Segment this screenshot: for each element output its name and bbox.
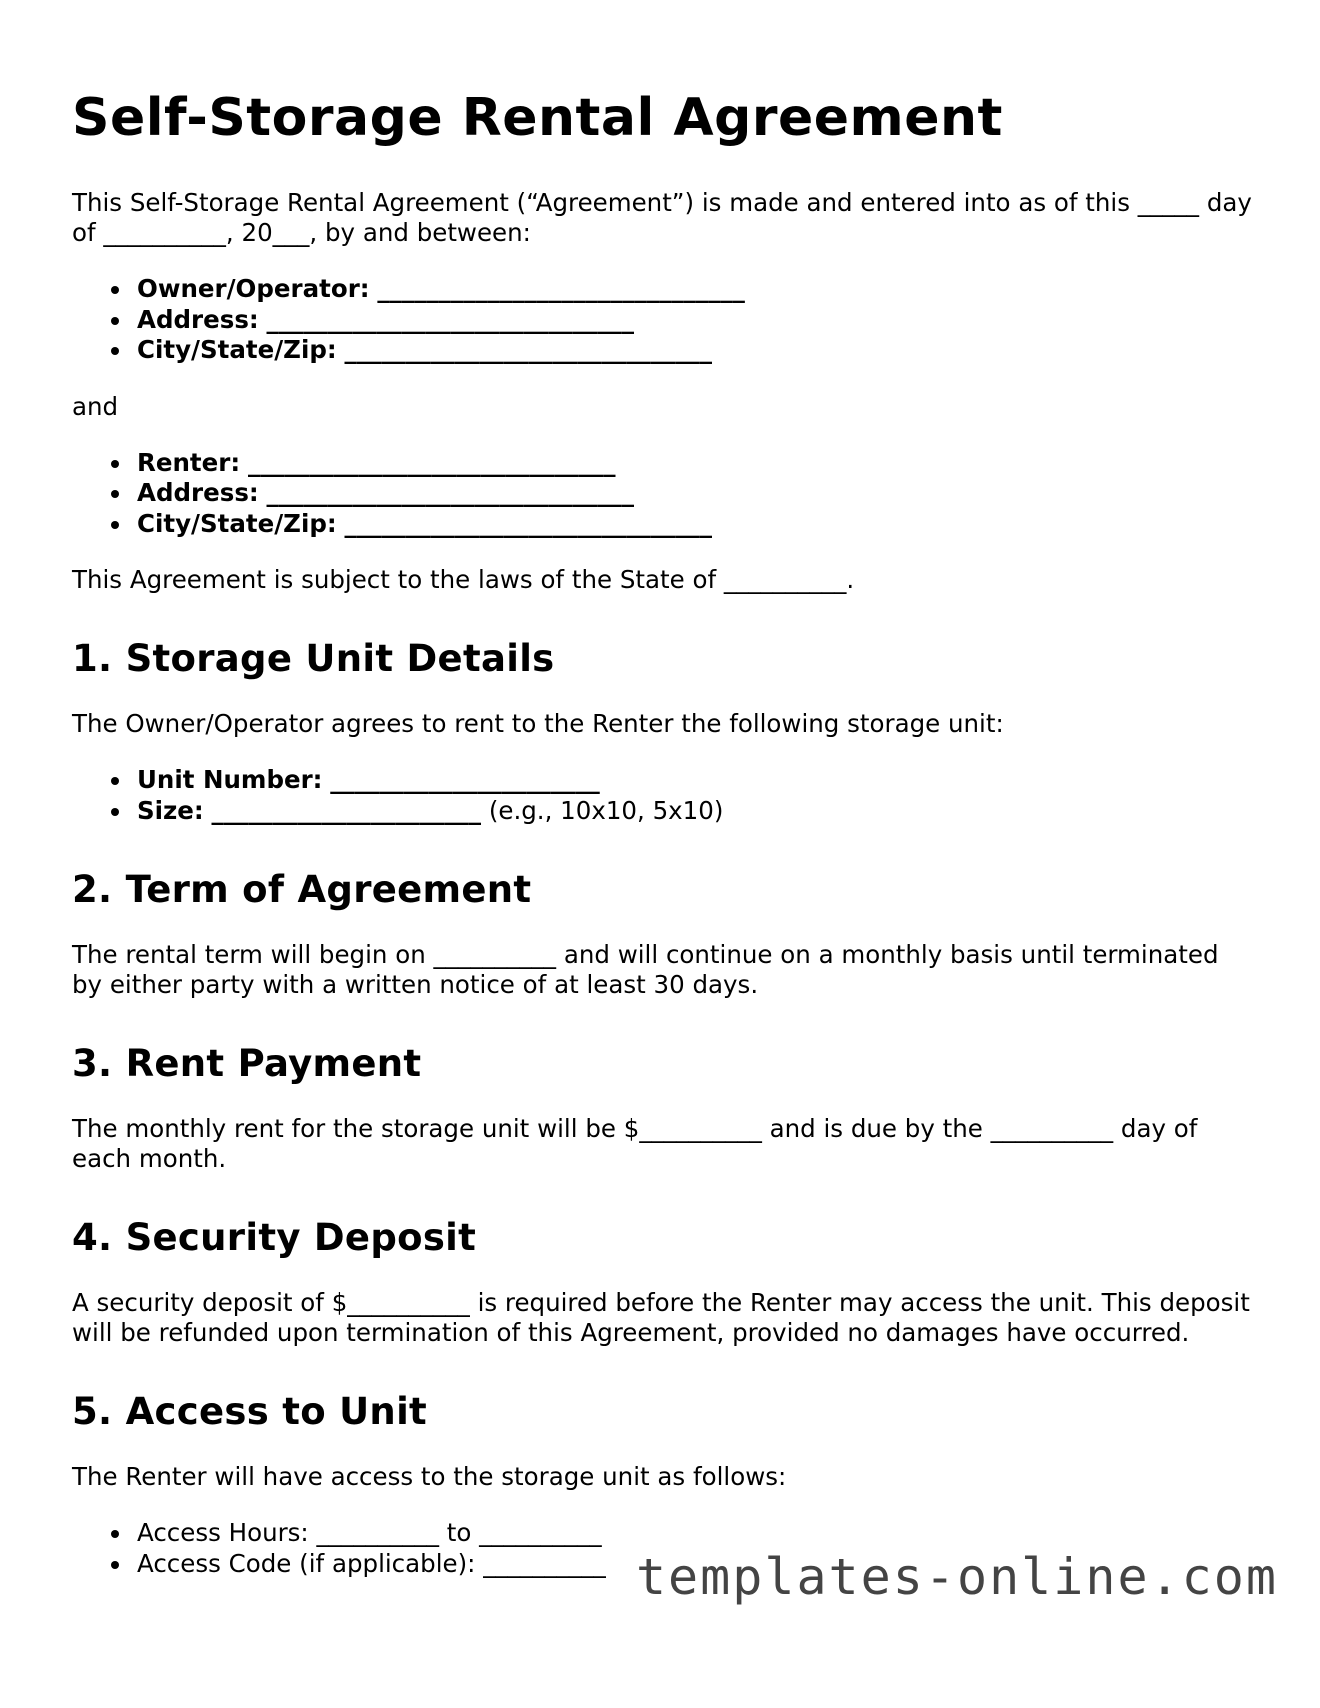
document-title: Self-Storage Rental Agreement <box>72 88 1003 148</box>
field-label: Address: <box>137 304 259 334</box>
watermark: templates-online.com <box>635 1548 1278 1606</box>
list-item <box>137 448 1252 479</box>
list-item: Access Code (if applicable): __________ <box>137 1549 1252 1580</box>
field-label: Unit Number: <box>137 765 323 794</box>
and-text: and <box>72 391 119 421</box>
fill-in-blank: ______________________________ <box>344 508 712 538</box>
intro-paragraph: This Self-Storage Rental Agreement (“Agreement”) is made and entered into as of this _____ day of __________, 20___, by and between: <box>72 188 1252 247</box>
list-item <box>137 765 1252 796</box>
section-heading-term: 2. Term of Agreement <box>72 868 532 911</box>
list-item <box>137 274 1252 305</box>
governing-law-paragraph: This Agreement is subject to the laws of the State of __________. <box>72 565 855 594</box>
section-text: The monthly rent for the storage unit will be $__________ and is due by the __________ day of each month. <box>72 1114 1198 1173</box>
owner-fields-list <box>72 274 1252 366</box>
section-text: The Owner/Operator agrees to rent to the Renter the following storage unit: <box>72 709 1004 738</box>
list-item <box>137 478 1252 509</box>
section-text: The rental term will begin on __________ and will continue on a monthly basis until terminated by either party with a written notice of at least 30 days. <box>72 940 1219 999</box>
list-item <box>137 305 1252 336</box>
field-label: Address: <box>137 478 259 507</box>
unit-details-list <box>72 765 1252 826</box>
field-label: City/State/Zip: <box>137 335 337 364</box>
list-item <box>137 509 1252 540</box>
section-heading-storage-unit: 1. Storage Unit Details <box>72 637 555 680</box>
section-heading-deposit: 4. Security Deposit <box>72 1216 477 1259</box>
renter-fields-list <box>72 448 1252 540</box>
list-item <box>137 335 1252 366</box>
field-label: Renter: <box>137 447 241 477</box>
document-page <box>72 88 1252 1605</box>
field-label: Owner/Operator: <box>137 274 370 303</box>
section-heading-rent: 3. Rent Payment <box>72 1042 422 1085</box>
fill-in-blank: ______________________________ <box>344 335 712 364</box>
fill-in-blank: ______________________________ <box>266 304 634 334</box>
field-label: City/State/Zip: <box>137 508 337 538</box>
fill-in-blank: ______________________ <box>330 765 600 794</box>
section-heading-access: 5. Access to Unit <box>72 1390 428 1433</box>
fill-in-blank: ______________________________ <box>266 478 634 507</box>
section-text: The Renter will have access to the storage unit as follows: <box>72 1462 787 1491</box>
list-item <box>137 796 1252 827</box>
section-text: A security deposit of $__________ is required before the Renter may access the unit. This deposit will be refunded upon termination of this Agreement, provided no damages have occurred. <box>72 1288 1250 1347</box>
fill-in-blank: ______________________________ <box>247 447 616 477</box>
field-label: Size: <box>137 795 204 825</box>
fill-in-blank: ______________________________ <box>377 274 745 303</box>
fill-in-blank: ______________________ <box>211 795 482 825</box>
list-item: Access Hours: __________ to __________ <box>137 1518 1252 1549</box>
size-example-note: (e.g., 10x10, 5x10) <box>488 795 724 825</box>
